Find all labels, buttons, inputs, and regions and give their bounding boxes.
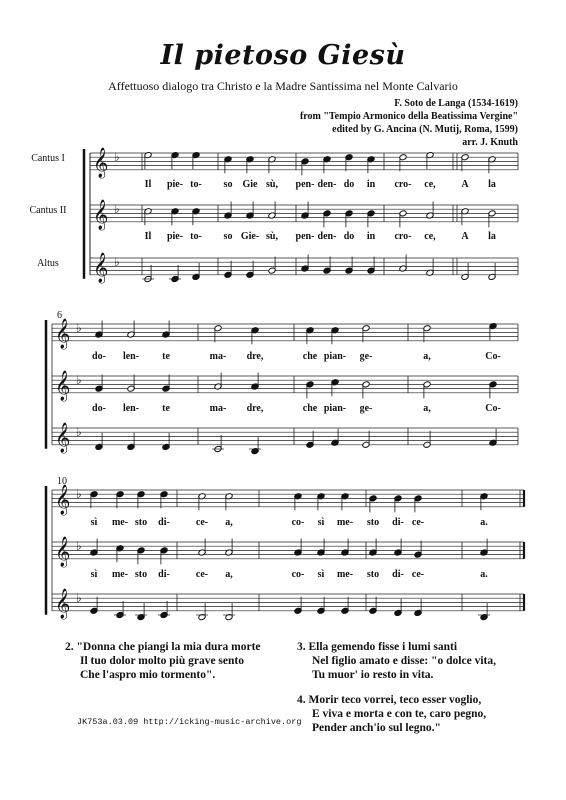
- lyric-cantus-1: A: [461, 179, 469, 190]
- key-signature-flat: ♭: [76, 487, 82, 501]
- lyric-cantus-1: ge-: [359, 351, 373, 362]
- verse-4: [297, 693, 486, 735]
- footer-archive-link[interactable]: JK753a.03.09 http://icking-music-archive.org: [77, 717, 302, 727]
- lyric-cantus-2: A: [461, 231, 469, 242]
- key-signature-flat: ♭: [76, 591, 82, 605]
- verse-4-line-1: 4. Morir teco vorrei, teco esser voglio,: [297, 694, 482, 706]
- lyric-cantus-2: len-: [122, 403, 140, 414]
- editor-credit: edited by G. Ancina (N. Mutij, Roma, 1599): [332, 124, 518, 135]
- lyric-cantus-2: te: [162, 403, 170, 414]
- measure-number: 6: [57, 310, 62, 321]
- lyric-cantus-1: do: [343, 179, 355, 190]
- verse-4-line-3: Pender anch'io sul legno.": [312, 722, 441, 734]
- lyric-cantus-1: a,: [423, 351, 431, 362]
- lyric-cantus-1: Il: [144, 179, 152, 190]
- lyric-cantus-2: sto: [134, 569, 148, 580]
- treble-clef: 𝄞: [55, 537, 71, 567]
- lyric-cantus-2: me-: [336, 569, 354, 580]
- lyric-cantus-2: sto: [366, 569, 380, 580]
- part-name: Altus: [37, 258, 59, 269]
- lyric-cantus-2: a,: [423, 403, 431, 414]
- lyric-cantus-2: pie-: [166, 231, 184, 242]
- lyric-cantus-2: me-: [111, 569, 129, 580]
- treble-clef: 𝄞: [55, 371, 71, 401]
- lyric-cantus-1: ce-: [411, 517, 425, 528]
- lyric-cantus-1: Gie: [242, 179, 258, 190]
- lyric-cantus-2: la: [488, 231, 496, 242]
- lyric-cantus-1: pian-: [323, 351, 347, 362]
- treble-clef: 𝄞: [55, 423, 71, 453]
- key-signature-flat: ♭: [76, 321, 82, 335]
- lyric-cantus-2: pen-: [295, 231, 315, 242]
- lyric-cantus-1: pen-: [295, 179, 315, 190]
- lyric-cantus-2: do-: [92, 403, 106, 414]
- measure-number: 10: [57, 476, 67, 487]
- lyric-cantus-1: Co-: [485, 351, 501, 362]
- verse-2-line-3: Che l'aspro mio tormento".: [80, 669, 216, 681]
- lyric-cantus-2: dre,: [246, 403, 264, 414]
- treble-clef: 𝄞: [55, 319, 71, 349]
- source-credit: from "Tempio Armonico della Beatissima Vergine": [299, 111, 518, 122]
- verse-2-line-2: Il tuo dolor molto più grave sento: [80, 655, 244, 667]
- lyric-cantus-1: di-: [392, 517, 404, 528]
- lyric-cantus-1: che: [302, 351, 318, 362]
- lyric-cantus-1: sì: [90, 517, 98, 528]
- lyric-cantus-1: ma-: [209, 351, 227, 362]
- verse-2-line-1: 2. "Donna che piangi la mia dura morte: [65, 641, 261, 653]
- composer-credit: F. Soto de Langa (1534-1619): [394, 98, 518, 109]
- lyric-cantus-1: a,: [225, 517, 233, 528]
- treble-clef: 𝄞: [93, 148, 109, 178]
- treble-clef: 𝄞: [93, 200, 109, 230]
- key-signature-flat: ♭: [76, 373, 82, 387]
- lyric-cantus-2: ma-: [209, 403, 227, 414]
- verse-3-line-3: Tu muor' io resto in vita.: [312, 669, 434, 681]
- lyric-cantus-1: di-: [158, 517, 170, 528]
- score-title: Il pietoso Giesù: [160, 40, 406, 71]
- lyric-cantus-1: co-: [291, 517, 305, 528]
- lyric-cantus-2: Gie-: [240, 231, 260, 242]
- lyric-cantus-1: pie-: [166, 179, 184, 190]
- lyric-cantus-2: Co-: [485, 403, 501, 414]
- lyric-cantus-1: sù,: [266, 179, 278, 190]
- lyric-cantus-2: ce,: [424, 231, 436, 242]
- key-signature-flat: ♭: [114, 255, 120, 269]
- lyric-cantus-2: so: [223, 231, 233, 242]
- lyric-cantus-1: cro-: [394, 179, 412, 190]
- lyric-cantus-2: di-: [158, 569, 170, 580]
- lyric-cantus-2: in: [366, 231, 376, 242]
- lyric-cantus-1: sto: [134, 517, 148, 528]
- lyric-cantus-1: ce-: [195, 517, 209, 528]
- lyric-cantus-2: sù,: [266, 231, 278, 242]
- lyric-cantus-2: di-: [392, 569, 404, 580]
- verse-2: [65, 640, 261, 682]
- score-subtitle: Affettuoso dialogo tra Christo e la Madre Santissima nel Monte Calvario: [108, 79, 458, 93]
- lyric-cantus-2: pian-: [323, 403, 347, 414]
- lyric-cantus-2: cro-: [394, 231, 412, 242]
- lyric-cantus-1: a.: [480, 517, 488, 528]
- part-name: Cantus II: [29, 205, 67, 216]
- lyric-cantus-1: sì: [317, 517, 325, 528]
- treble-clef: 𝄞: [55, 589, 71, 619]
- lyric-cantus-2: to-: [190, 231, 202, 242]
- lyric-cantus-1: sto: [366, 517, 380, 528]
- key-signature-flat: ♭: [76, 539, 82, 553]
- lyric-cantus-1: in: [366, 179, 376, 190]
- lyric-cantus-1: to-: [190, 179, 202, 190]
- lyric-cantus-1: den-: [317, 179, 337, 190]
- lyric-cantus-2: ge-: [359, 403, 373, 414]
- lyric-cantus-1: dre,: [246, 351, 264, 362]
- lyric-cantus-1: te: [162, 351, 170, 362]
- part-name: Cantus I: [31, 153, 65, 164]
- lyric-cantus-2: sì: [317, 569, 325, 580]
- verse-4-line-2: E viva e morta e con te, caro pegno,: [312, 708, 487, 720]
- key-signature-flat: ♭: [76, 425, 82, 439]
- verse-3-line-1: 3. Ella gemendo fisse i lumi santi: [297, 641, 458, 653]
- lyric-cantus-1: len-: [122, 351, 140, 362]
- lyric-cantus-1: do-: [92, 351, 106, 362]
- lyric-cantus-2: che: [302, 403, 318, 414]
- lyric-cantus-1: me-: [111, 517, 129, 528]
- treble-clef: 𝄞: [93, 253, 109, 283]
- lyric-cantus-1: so: [223, 179, 233, 190]
- lyric-cantus-1: ce,: [424, 179, 436, 190]
- lyric-cantus-1: la: [488, 179, 496, 190]
- verse-3: [297, 640, 496, 682]
- lyric-cantus-2: ce-: [195, 569, 209, 580]
- lyric-cantus-2: sì: [90, 569, 98, 580]
- key-signature-flat: ♭: [114, 150, 120, 164]
- lyric-cantus-2: den-: [317, 231, 337, 242]
- lyric-cantus-2: ce-: [411, 569, 425, 580]
- treble-clef: 𝄞: [55, 485, 71, 515]
- arranger-credit: arr. J. Knuth: [462, 137, 518, 148]
- lyric-cantus-2: a.: [480, 569, 488, 580]
- lyric-cantus-2: co-: [291, 569, 305, 580]
- lyric-cantus-2: do: [343, 231, 355, 242]
- lyric-cantus-1: me-: [336, 517, 354, 528]
- lyric-cantus-2: Il: [144, 231, 152, 242]
- verse-3-line-2: Nel figlio amato e disse: "o dolce vita,: [312, 655, 496, 667]
- key-signature-flat: ♭: [114, 202, 120, 216]
- lyric-cantus-2: a,: [225, 569, 233, 580]
